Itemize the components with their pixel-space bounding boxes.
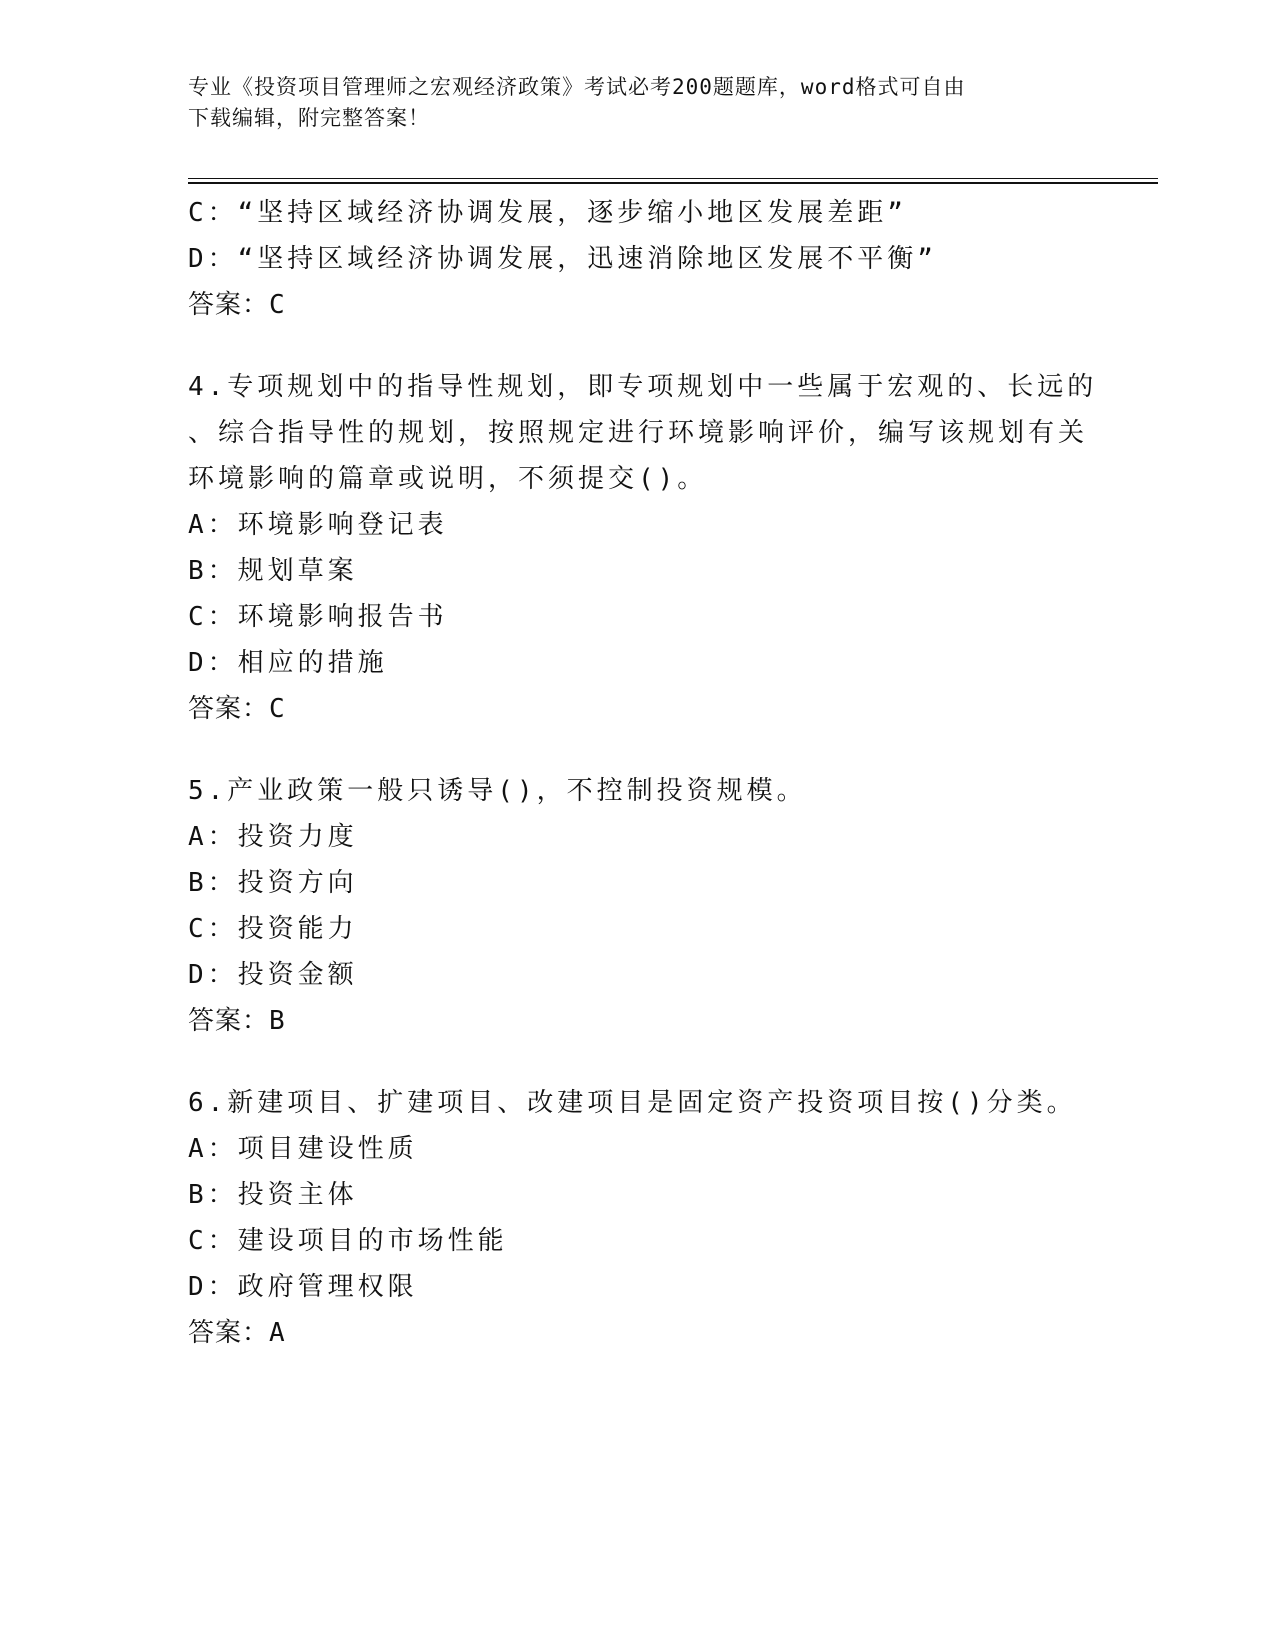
question-carryover — [188, 190, 1148, 328]
option-c: C：投资能力 — [188, 914, 358, 944]
header-line-1: 专业《投资项目管理师之宏观经济政策》考试必考200题题库，word格式可自由 — [188, 75, 966, 99]
option-b: B：规划草案 — [188, 556, 358, 586]
option-a: A：项目建设性质 — [188, 1134, 418, 1164]
question-stem-line: 4.专项规划中的指导性规划，即专项规划中一些属于宏观的、长远的 — [188, 372, 1098, 402]
header-rule-thick — [188, 182, 1158, 184]
question-stem-line: 5.产业政策一般只诱导()，不控制投资规模。 — [188, 776, 807, 806]
document-header — [188, 72, 1088, 134]
option-a: A：投资力度 — [188, 822, 358, 852]
option-d: D：“坚持区域经济协调发展，迅速消除地区发展不平衡” — [188, 244, 937, 274]
header-line-2: 下载编辑，附完整答案！ — [188, 106, 430, 130]
answer: 答案：B — [188, 1006, 286, 1036]
question-5 — [188, 768, 1148, 1044]
question-stem-line: 、综合指导性的规划，按照规定进行环境影响评价，编写该规划有关 — [188, 418, 1089, 448]
option-a: A：环境影响登记表 — [188, 510, 448, 540]
option-c: C：建设项目的市场性能 — [188, 1226, 508, 1256]
document-body — [188, 190, 1148, 1356]
question-6 — [188, 1080, 1148, 1356]
option-b: B：投资主体 — [188, 1180, 358, 1210]
header-rule-thin — [188, 178, 1158, 179]
answer: 答案：A — [188, 1318, 286, 1348]
option-b: B：投资方向 — [188, 868, 358, 898]
option-d: D：政府管理权限 — [188, 1272, 418, 1302]
question-stem-line: 环境影响的篇章或说明，不须提交()。 — [188, 464, 708, 494]
option-c: C：“坚持区域经济协调发展，逐步缩小地区发展差距” — [188, 198, 907, 228]
answer: 答案：C — [188, 290, 286, 320]
option-d: D：投资金额 — [188, 960, 358, 990]
question-4 — [188, 364, 1148, 732]
question-stem-line: 6.新建项目、扩建项目、改建项目是固定资产投资项目按()分类。 — [188, 1088, 1077, 1118]
answer: 答案：C — [188, 694, 286, 724]
option-d: D：相应的措施 — [188, 648, 388, 678]
option-c: C：环境影响报告书 — [188, 602, 448, 632]
